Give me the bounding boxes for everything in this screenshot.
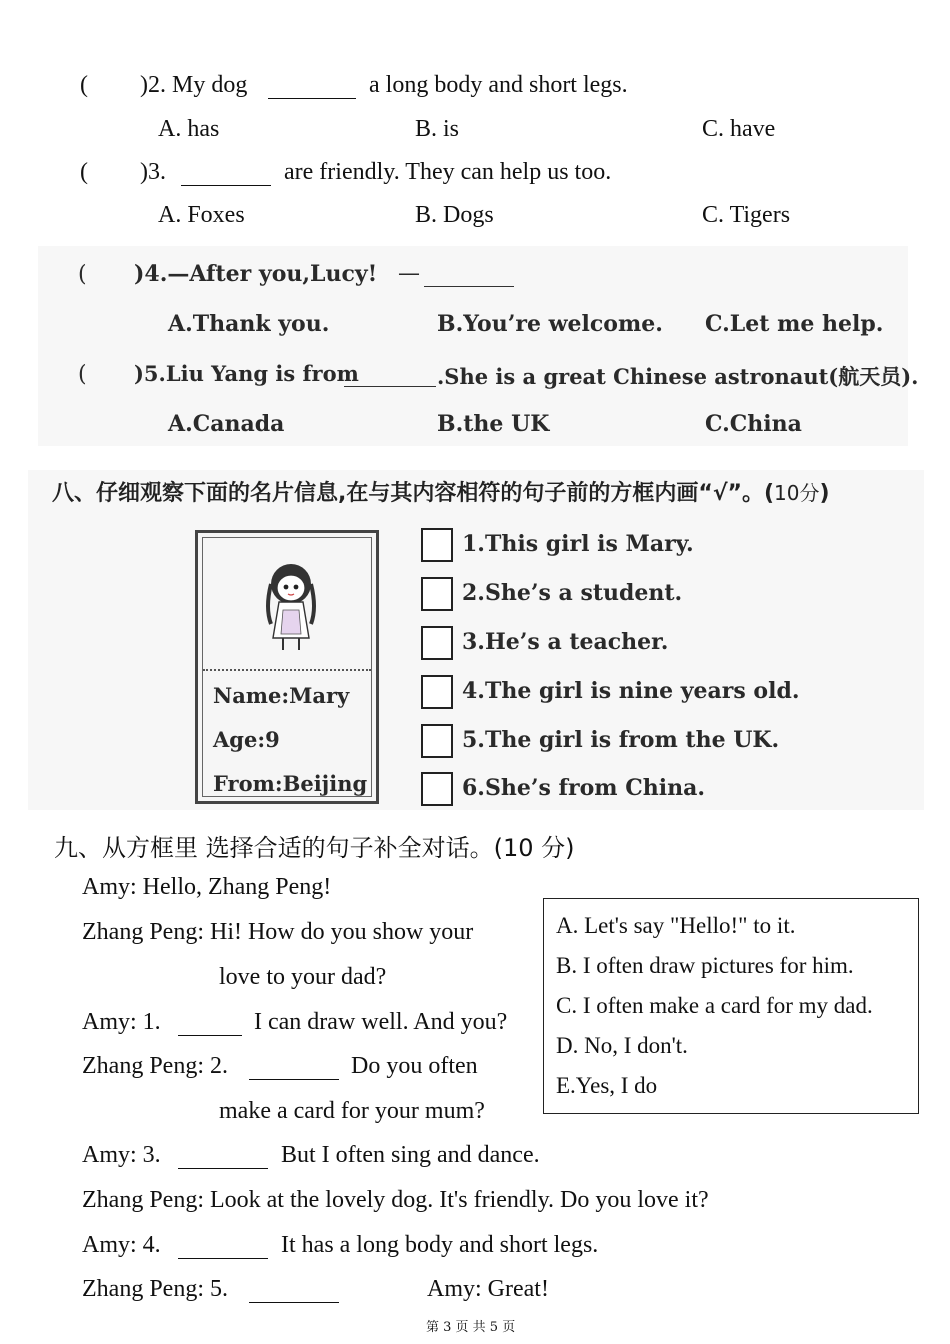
section8-score: 10分 (774, 481, 820, 505)
girl-illustration-icon (257, 560, 325, 652)
q4-blank[interactable] (424, 268, 514, 287)
q4-stem: )4.—After you,Lucy! (134, 261, 378, 287)
statement-4: 4.The girl is nine years old. (462, 678, 800, 704)
checkbox-6[interactable] (421, 772, 453, 806)
q5-option-b[interactable]: B.the UK (437, 411, 550, 437)
dialogue-line-7-rest: But I often sing and dance. (281, 1142, 540, 1168)
option-e: E.Yes, I do (556, 1073, 658, 1098)
q4-option-a[interactable]: A.Thank you. (168, 311, 330, 337)
q3-blank[interactable] (181, 167, 271, 186)
dialogue-blank-1[interactable] (178, 1017, 242, 1036)
name-card-inner (202, 537, 372, 797)
q4-dash: — (398, 261, 420, 286)
checkbox-4[interactable] (421, 675, 453, 709)
statement-2: 2.She’s a student. (462, 580, 683, 606)
dialogue-line-3: love to your dad? (219, 964, 387, 990)
checkbox-5[interactable] (421, 724, 453, 758)
q2-option-c[interactable]: C. have (702, 116, 776, 142)
card-name: Name:Mary (213, 683, 350, 708)
option-c: C. I often make a card for my dad. (556, 993, 873, 1018)
checkbox-3[interactable] (421, 626, 453, 660)
q5-stem: )5.Liu Yang is from (134, 361, 359, 386)
checkbox-1[interactable] (421, 528, 453, 562)
q5-blank[interactable] (344, 368, 436, 387)
q3-option-b[interactable]: B. Dogs (415, 202, 494, 228)
section8-title (52, 476, 830, 507)
q4-option-b[interactable]: B.You’re welcome. (437, 311, 663, 337)
section9-title: 九、从方框里 选择合适的句子补全对话。(10 分) (54, 834, 575, 862)
q5-paren: ( (78, 362, 87, 387)
options-box (543, 898, 919, 1114)
dialogue-line-10-prefix: Zhang Peng: 5. (82, 1276, 228, 1302)
dialogue-blank-2[interactable] (249, 1061, 339, 1080)
page-footer: 第 3 页 共 5 页 (426, 1320, 516, 1335)
statement-6: 6.She’s from China. (462, 775, 705, 801)
q2-stem: )2. My dog (140, 72, 248, 98)
card-from: From:Beijing (213, 771, 368, 796)
statement-1: 1.This girl is Mary. (462, 531, 694, 557)
dialogue-line-7-prefix: Amy: 3. (82, 1142, 161, 1168)
q3-stem: )3. (140, 159, 166, 185)
statement-3: 3.He’s a teacher. (462, 629, 669, 655)
dialogue-line-5-prefix: Zhang Peng: 2. (82, 1053, 228, 1079)
q5-rest: .She is a great Chinese astronaut(航天员). (437, 364, 919, 389)
dialogue-blank-4[interactable] (178, 1240, 268, 1259)
option-a: A. Let's say "Hello!" to it. (556, 913, 796, 938)
q2-rest: a long body and short legs. (369, 72, 628, 98)
q2-blank[interactable] (268, 80, 356, 99)
dialogue-blank-3[interactable] (178, 1150, 268, 1169)
name-card (195, 530, 379, 804)
dialogue-line-9-rest: It has a long body and short legs. (281, 1232, 599, 1258)
q3-option-a[interactable]: A. Foxes (158, 202, 245, 228)
dialogue-line-4-prefix: Amy: 1. (82, 1009, 161, 1035)
q5-option-a[interactable]: A.Canada (168, 411, 285, 437)
card-divider (203, 669, 371, 671)
q4-option-c[interactable]: C.Let me help. (705, 311, 884, 337)
section8-title-text: 八、仔细观察下面的名片信息,在与其内容相符的句子前的方框内画“√”。( (52, 481, 775, 506)
dialogue-line-2: Zhang Peng: Hi! How do you show your (82, 919, 474, 945)
statement-5: 5.The girl is from the UK. (462, 727, 780, 753)
card-age: Age:9 (213, 727, 280, 752)
dialogue-line-8: Zhang Peng: Look at the lovely dog. It's friendly. Do you love it? (82, 1187, 709, 1213)
dialogue-line-9-prefix: Amy: 4. (82, 1232, 161, 1258)
q2-option-b[interactable]: B. is (415, 116, 460, 142)
q3-paren: ( (80, 159, 88, 185)
section8-close: ) (819, 481, 830, 506)
dialogue-line-4-rest: I can draw well. And you? (254, 1009, 508, 1035)
option-d: D. No, I don't. (556, 1033, 688, 1058)
q2-paren: ( (80, 72, 88, 98)
q2-option-a[interactable]: A. has (158, 116, 220, 142)
q3-rest: are friendly. They can help us too. (284, 159, 612, 185)
dialogue-line-5-rest: Do you often (351, 1053, 478, 1079)
checkbox-2[interactable] (421, 577, 453, 611)
q5-option-c[interactable]: C.China (705, 411, 802, 437)
q4-paren: ( (78, 262, 87, 287)
q3-option-c[interactable]: C. Tigers (702, 202, 791, 228)
option-b: B. I often draw pictures for him. (556, 953, 854, 978)
dialogue-blank-5[interactable] (249, 1284, 339, 1303)
dialogue-line-10-rest: Amy: Great! (427, 1276, 549, 1302)
dialogue-line-6: make a card for your mum? (219, 1098, 485, 1124)
dialogue-line-1: Amy: Hello, Zhang Peng! (82, 874, 332, 900)
